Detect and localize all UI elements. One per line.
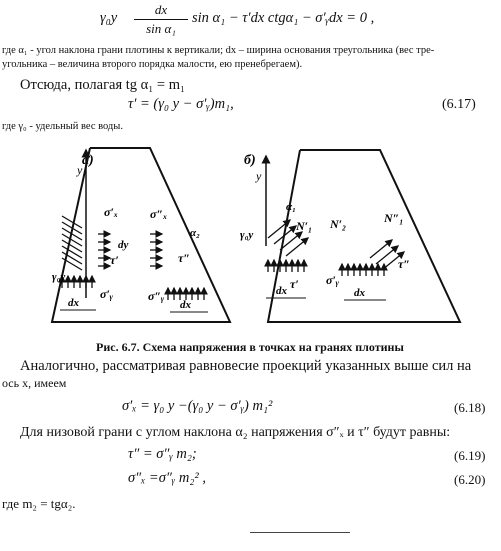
equation-6-17: τ′ = (γ₀ y − σ′ᵧ)m₁, xyxy=(128,96,234,112)
hence-text: Отсюда, полагая tg α₁ = m₁ xyxy=(20,77,186,93)
panel-b-label: б) xyxy=(244,153,256,168)
tau-prime-label-a: τ′ xyxy=(110,253,119,267)
equation-top xyxy=(100,10,117,27)
gamma0y-label-b: γ₀y xyxy=(240,229,254,241)
equation-6-19: τ″ = σ″ᵧ m₂; xyxy=(128,446,197,462)
bottom-rule xyxy=(250,532,350,533)
dx-label-b1: dx xyxy=(276,285,287,297)
figure-6-7 xyxy=(0,138,501,338)
sigma-x-prime-label: σ′ₓ xyxy=(104,205,118,219)
equation-number-6-20: (6.20) xyxy=(454,472,486,487)
sigma-y-prime-label: σ′ᵧ xyxy=(100,287,113,301)
equation-number-6-19: (6.19) xyxy=(454,448,486,463)
eq1-fraction-num: dx xyxy=(154,2,168,17)
equation-number-6-17: (6.17) xyxy=(442,97,476,112)
tau-double-label-b: τ″ xyxy=(398,257,410,271)
eq1-fraction xyxy=(134,2,188,37)
figure-caption: Рис. 6.7. Схема напряжения в точках на гранях плотины xyxy=(96,340,404,354)
eq1-lead: γ₀y xyxy=(100,10,118,26)
m2-definition: где m₂ = tgα₂. xyxy=(2,496,76,511)
paragraph-2: Для низовой грани с углом наклона α₂ напряжения σ″ₓ и τ″ будут равны: xyxy=(20,425,451,440)
paragraph-1-line-2: ось x, имеем xyxy=(2,376,67,390)
alpha2-label: α₂ xyxy=(190,227,200,239)
eq1-fraction-den: sin α₁ xyxy=(146,21,176,36)
sigma-y-label-b: σ′ᵧ xyxy=(326,273,339,287)
n3-label: N″₁ xyxy=(384,211,404,225)
sigma-x-double-label: σ″ₓ xyxy=(150,207,168,221)
dx-label-a2: dx xyxy=(180,299,191,311)
definition-line-2: угольника – величина второго порядка малости, ею пренебрегаем). xyxy=(2,59,303,70)
tau-prime-label-b: τ′ xyxy=(290,277,299,291)
sigma-x-prime-arrows xyxy=(98,234,110,266)
dy-label: dy xyxy=(118,239,129,251)
equation-number-6-18: (6.18) xyxy=(454,400,486,415)
panel-b xyxy=(240,150,460,322)
n1-label: N′₁ xyxy=(296,219,313,233)
n2-label: N′₂ xyxy=(330,217,347,231)
definition-line-1: где α₁ - угол наклона грани плотины к вертикали; dx – ширина основания треугольника (вес тре- xyxy=(2,45,435,56)
equation-6-20: σ″ₓ =σ″ᵧ m₂² , xyxy=(128,470,206,486)
panel-a xyxy=(52,148,230,322)
y-label-b: y xyxy=(256,169,262,183)
sigma-y-prime-arrows xyxy=(62,276,92,288)
dx-label-b2: dx xyxy=(354,287,365,299)
y-label-a: y xyxy=(77,163,83,177)
gamma-definition: где γ₀ - удельный вес воды. xyxy=(2,121,123,132)
panel-a-label: а) xyxy=(82,153,94,168)
equation-6-18: σ′ₓ = γ₀ y −(γ₀ y − σ′ᵧ) m₁² xyxy=(122,398,273,414)
dx-label-a: dx xyxy=(68,297,79,309)
alpha1-label: α₁ xyxy=(286,201,296,213)
sigma-y-double-label: σ″ᵧ xyxy=(148,289,165,303)
sigma-x-double-arrows xyxy=(150,234,162,266)
gamma0y-label-a: γ₀y xyxy=(52,271,66,283)
eq1-rest: sin α₁ − τ′dx ctgα₁ − σ′ᵧdx = 0 , xyxy=(192,10,375,26)
paragraph-1-line-1: Аналогично, рассматривая равновесие проекций указанных выше сил на xyxy=(20,358,472,374)
tau-double-label-a: τ″ xyxy=(178,251,190,265)
